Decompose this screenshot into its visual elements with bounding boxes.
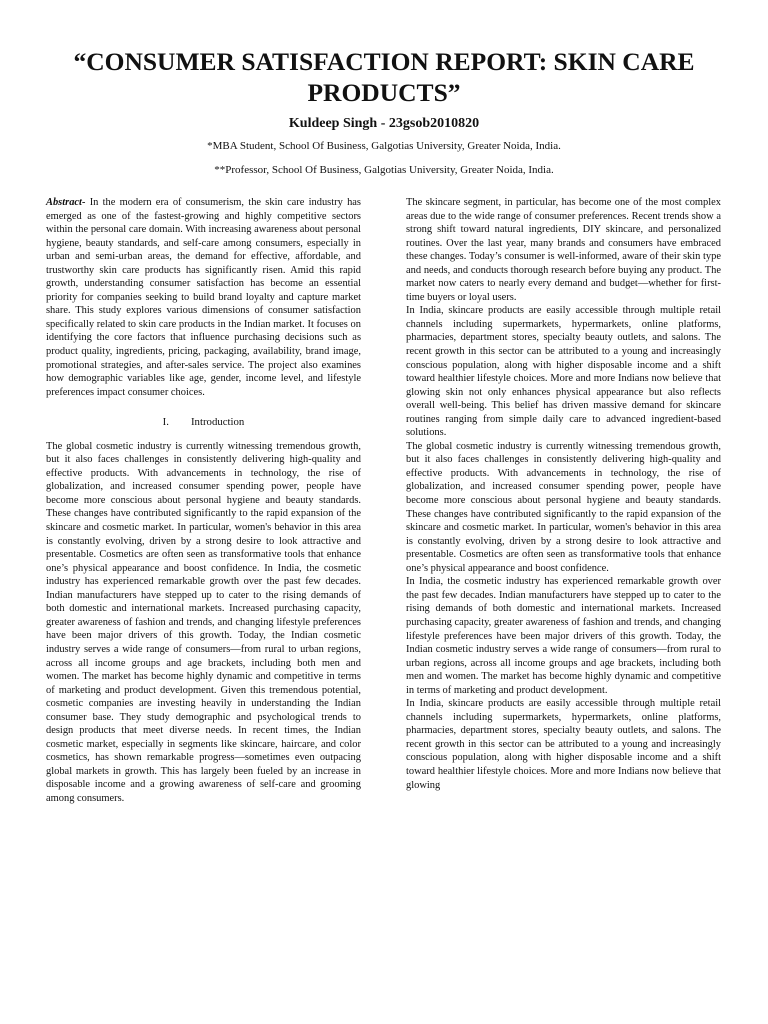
abstract-label: Abstract- — [46, 197, 86, 208]
intro-paragraph-1: The global cosmetic industry is currently witnessing tremendous growth, but it also faces challenges in consistently delivering high-quality and effective products. With advancements in technology, the rise of globalization, and increased consumer spending power, people have become more conscious about personal hygiene and beauty standards. These changes have contributed significantly to the rapid expansion of the skincare and cosmetic market. In particular, women's behavior in this area is constantly evolving, driven by a strong desire to look attractive and presentable. Cosmetics are often seen as transformative tools that enhance one’s physical appearance and boost confidence. In India, the cosmetic industry has experienced remarkable growth over the past few decades. Indian manufacturers have stepped up to cater to the rising demands of both domestic and international markets. Increased purchasing capacity, greater awareness of fashion and trends, and changing lifestyle preferences have been major drivers of this growth. Today, the Indian cosmetic industry serves a wide range of consumers—from rural to urban regions, across all income groups and age brackets, including both men and women. The market has become highly dynamic and competitive in terms of marketing and product development. Given this tremendous potential, cosmetic companies are investing heavily in understanding the Indian consumer base. They study demographic and psychological trends to design products that meet diverse needs. In recent times, the Indian cosmetic market, especially in segments like skincare, haircare, and color cosmetics, has shown remarkable progress—sometimes even outpacing global markets in growth. This has largely been fueled by an increase in disposable income and a growing awareness of self-care and grooming among consumers. — [46, 440, 361, 804]
right-paragraph-5: In India, skincare products are easily accessible through multiple retail channels including supermarkets, hypermarkets, online platforms, pharmacies, department stores, specialty beauty outlets, and salons. The recent growth in this sector can be attributed to a young and increasingly conscious population, along with higher disposable income and a shift toward healthier lifestyle choices. More and more Indians now believe that glowing — [406, 698, 721, 791]
abstract-paragraph — [46, 196, 361, 399]
paper-title: “CONSUMER SATISFACTION REPORT: SKIN CARE PRODUCTS” — [73, 47, 695, 107]
right-paragraph-3: The global cosmetic industry is currently witnessing tremendous growth, but it also faces challenges in consistently delivering high-quality and effective products. With advancements in technology, the rise of globalization, and increased consumer spending power, people have become more conscious about personal hygiene and beauty standards. These changes have contributed significantly to the rapid expansion of the skincare and cosmetic market. In particular, women's behavior in this area is constantly evolving, driven by a strong desire to look attractive and presentable. Cosmetics are often seen as transformative tools that enhance one’s physical appearance and boost confidence. — [406, 440, 721, 574]
author-line: Kuldeep Singh - 23gsob2010820 — [288, 116, 480, 131]
section-heading-introduction — [46, 416, 361, 430]
left-column — [46, 196, 361, 806]
section-number: I. — [162, 416, 169, 429]
section-title: Introduction — [190, 416, 245, 429]
abstract-text: In the modern era of consumerism, the skin care industry has emerged as one of the fastest-growing and highly competitive sectors within the personal care domain. With increasing awareness about personal hygiene, beauty standards, and self-care among consumers, especially in urban and semi-urban areas, the demand for effective, affordable, and trustworthy skin care products has significantly risen. Amid this rapid growth, understanding consumer satisfaction has become an essential priority for companies seeking to build brand loyalty and capture market share. This study explores various dimensions of consumer satisfaction specifically related to skin care products in the Indian market. It focuses on identifying the core factors that influence purchasing decisions such as product quality, ingredients, pricing, packaging, availability, brand image, promotional strategies, and after-sales service. The project also examines how demographic variables like age, gender, income level, and lifestyle preferences impact consumer choices. — [46, 197, 361, 398]
affiliation-professor: **Professor, School Of Business, Galgotias University, Greater Noida, India. — [214, 164, 554, 176]
right-paragraph-2: In India, skincare products are easily accessible through multiple retail channels including supermarkets, hypermarkets, online platforms, pharmacies, department stores, specialty beauty outlets, and salons. The recent growth in this sector can be attributed to a young and increasingly conscious population, along with higher disposable income and a shift toward healthier lifestyle choices. More and more Indians now believe that glowing skin not only enhances physical appearance but also reflects overall well-being. This belief has driven massive demand for skincare routines ranging from simple daily care to advanced ingredient-based solutions. — [406, 305, 721, 439]
right-column — [406, 196, 721, 792]
affiliation-student: *MBA Student, School Of Business, Galgotias University, Greater Noida, India. — [207, 140, 561, 152]
right-paragraph-4: In India, the cosmetic industry has experienced remarkable growth over the past few decades. Indian manufacturers have stepped up to cater to the rising demands of both domestic and international markets. Increased purchasing capacity, greater awareness of fashion and trends, and changing lifestyle preferences have been major drivers of this growth. Today, the Indian cosmetic industry serves a wide range of consumers—from rural to urban regions, across all income groups and age brackets, including both men and women. The market has become highly dynamic and competitive in terms of marketing and product development. — [406, 576, 721, 696]
right-paragraph-1: The skincare segment, in particular, has become one of the most complex areas due to the wide range of consumer preferences. Recent trends show a strong shift toward natural ingredients, DIY skincare, and personalized routines. Over the last year, many brands and consumers have embraced these changes. Today’s consumer is well-informed, aware of their skin type and needs, and conducts thorough research before buying any product. The market now caters to nearly every demand and budget—whether for first-time buyers or loyal users. — [406, 197, 721, 303]
